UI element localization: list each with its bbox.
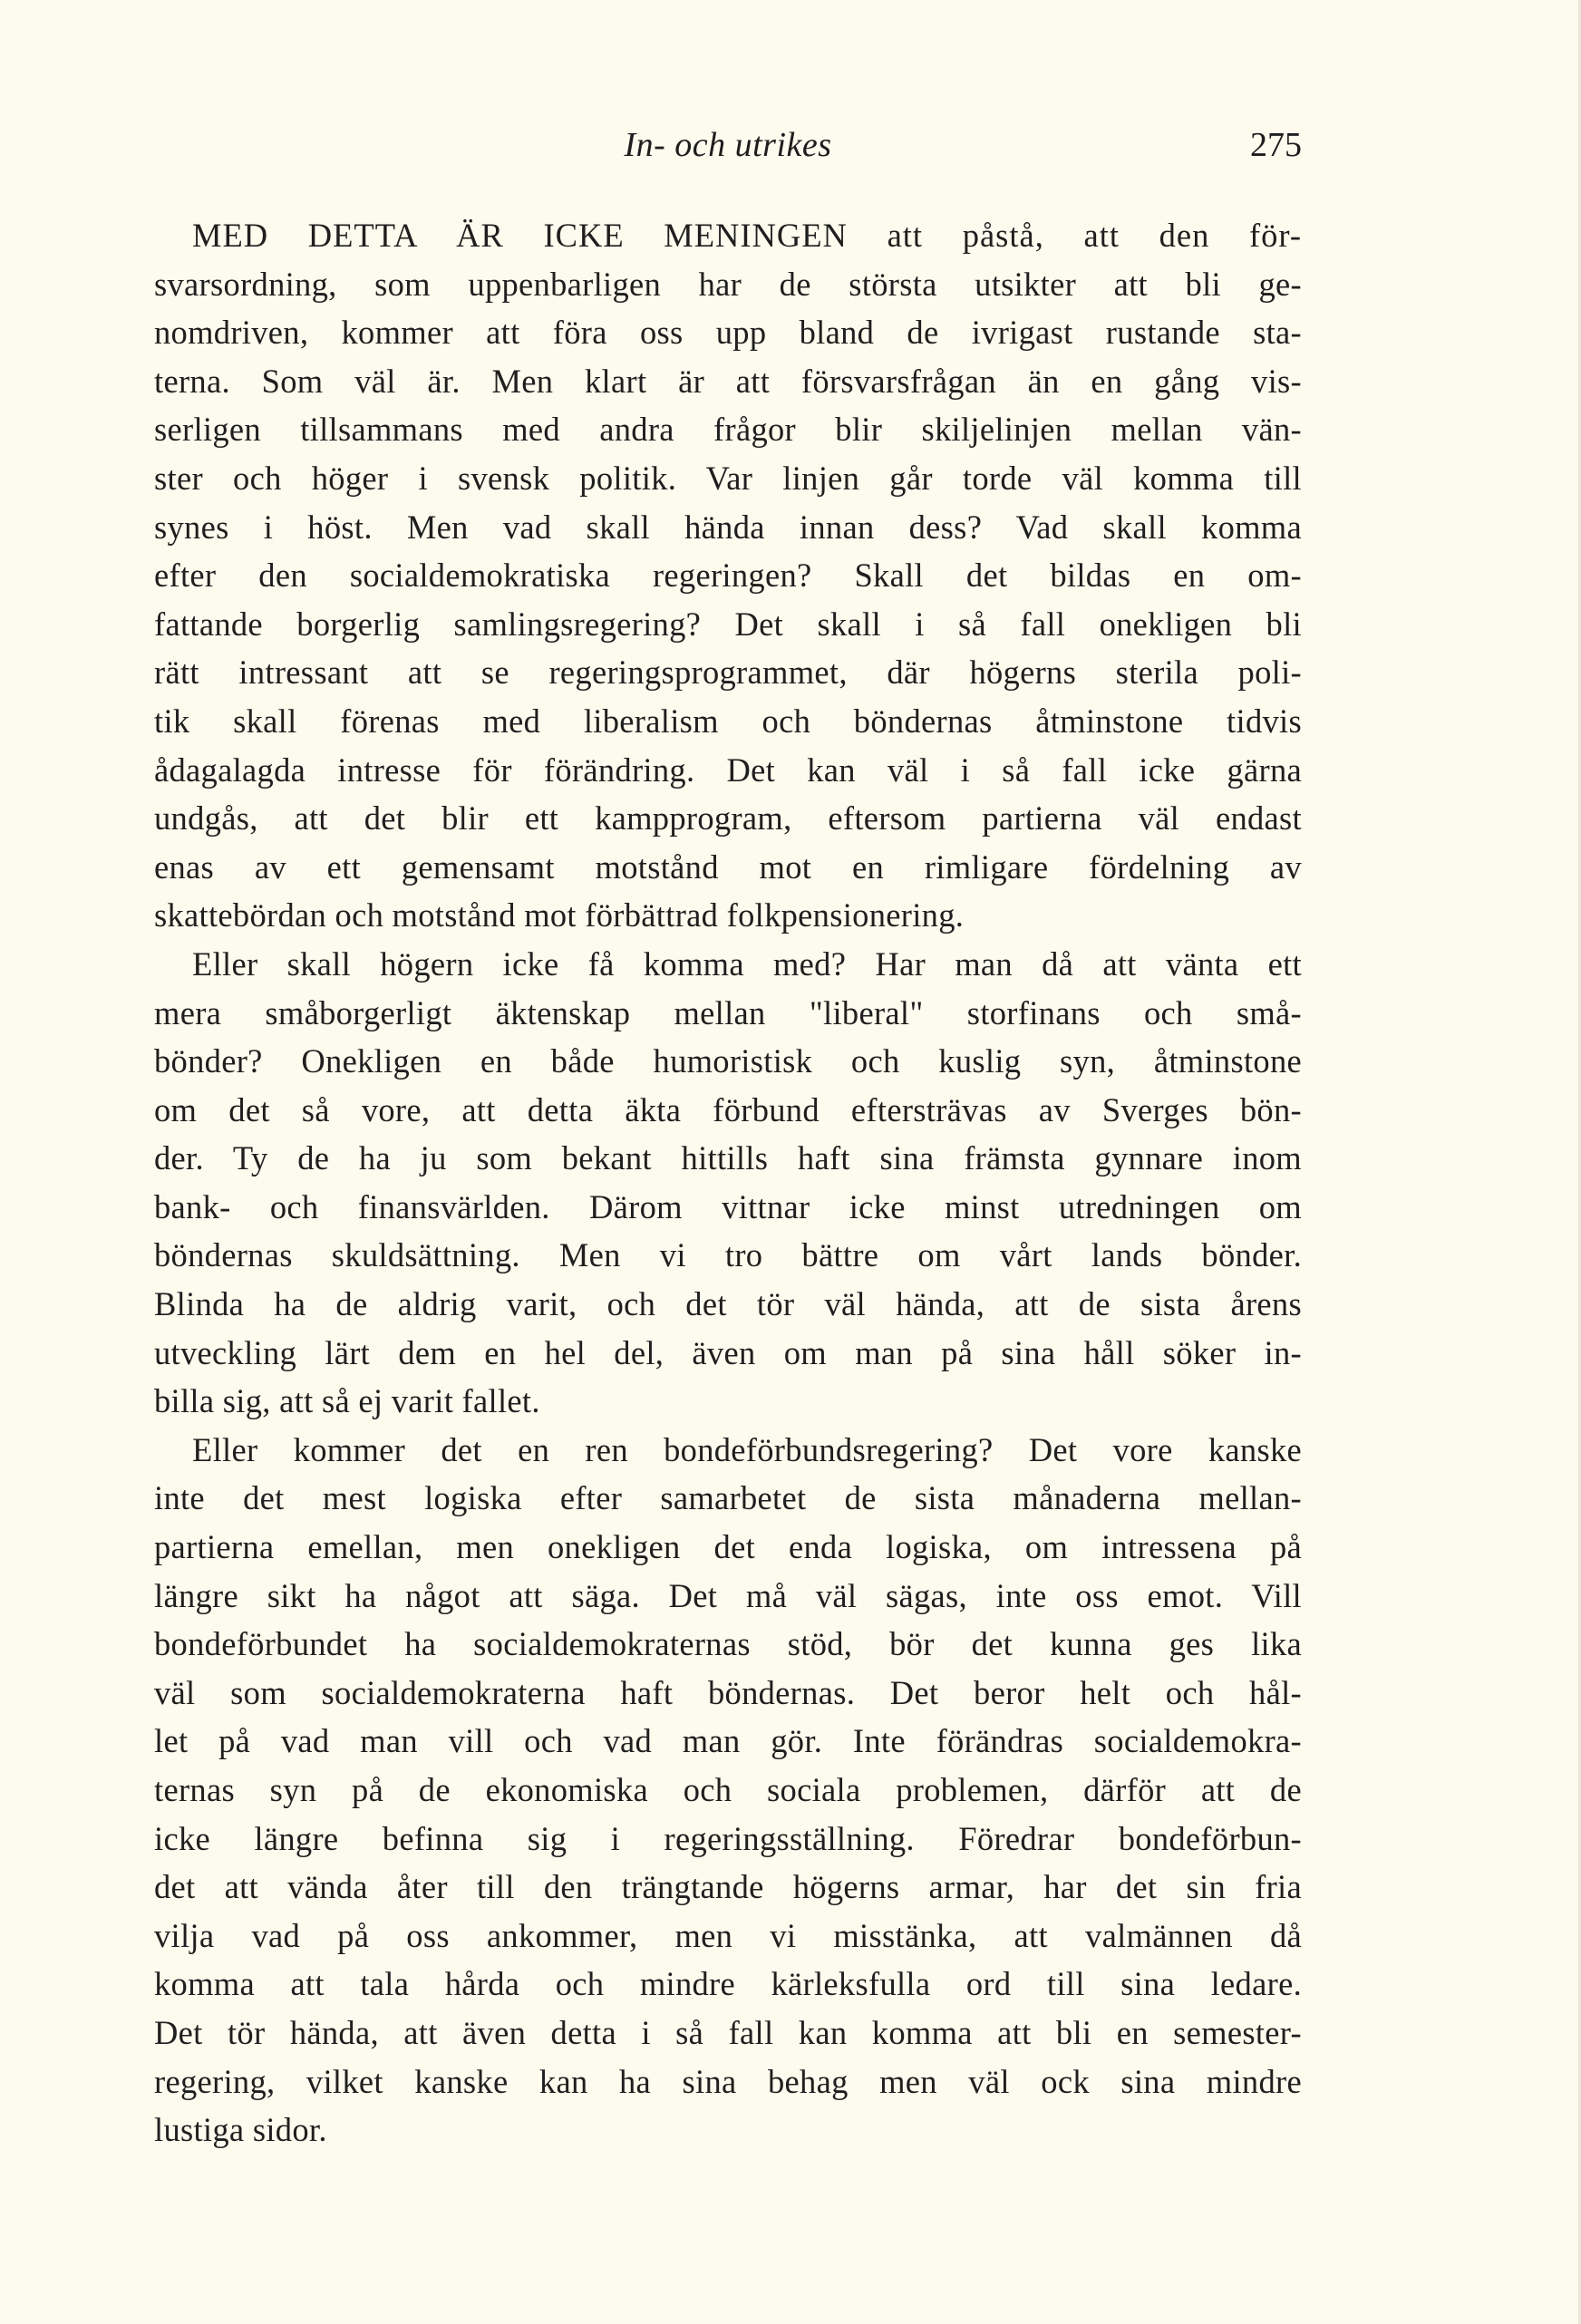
- paragraph: [154, 940, 1302, 1426]
- text-line: lustiga sidor.: [154, 2111, 327, 2149]
- text-line: synes i höst. Men vad skall hända innan dess? Vad skall komma: [154, 508, 1302, 546]
- text-line: terna. Som väl är. Men klart är att försvarsfrågan än en gång vis-: [154, 362, 1302, 400]
- text-line: komma att tala hårda och mindre kärleksfulla ord till sina ledare.: [154, 1965, 1302, 2003]
- text-line: ådagalagda intresse för förändring. Det kan väl i så fall icke gärna: [154, 750, 1302, 789]
- text-line: bönder? Onekligen en både humoristisk och kuslig syn, åtminstone: [154, 1042, 1302, 1080]
- text-line: böndernas skuldsättning. Men vi tro bättre om vårt lands bönder.: [154, 1236, 1302, 1274]
- text-line: Det tör hända, att även detta i så fall kan komma att bli en semester-: [154, 2013, 1302, 2051]
- running-head: In- och utrikes: [624, 126, 832, 164]
- text-line: svarsordning, som uppenbarligen har de största utsikter att bli ge-: [154, 265, 1302, 303]
- text-line: enas av ett gemensamt motstånd mot en rimligare fördelning av: [154, 847, 1302, 886]
- text-line: nomdriven, kommer att föra oss upp bland de ivrigast rustande sta-: [154, 314, 1302, 352]
- text-line: efter den socialdemokratiska regeringen? Skall det bildas en om-: [154, 557, 1302, 595]
- text-line: partierna emellan, men onekligen det enda logiska, om intressena på: [154, 1528, 1302, 1566]
- text-line: utveckling lärt dem en hel del, även om man på sina håll söker in-: [154, 1333, 1302, 1371]
- text-line: ster och höger i svensk politik. Var linjen går torde väl komma till: [154, 459, 1302, 497]
- text-line: bank- och finansvärlden. Därom vittnar icke minst utredningen om: [154, 1187, 1302, 1225]
- text-line: det att vända åter till den trängtande högerns armar, har det sin fria: [154, 1868, 1302, 1906]
- text-line: längre sikt ha något att säga. Det må väl sägas, inte oss emot. Vill: [154, 1576, 1302, 1614]
- article-body: [154, 211, 1302, 2155]
- text-line: om det så vore, att detta äkta förbund eftersträvas av Sverges bön-: [154, 1090, 1302, 1128]
- text-line: icke längre befinna sig i regeringsställning. Föredrar bondeförbun-: [154, 1819, 1302, 1857]
- paragraph: [154, 1426, 1302, 2155]
- text-line: Eller kommer det en ren bondeförbundsregering? Det vore kanske: [192, 1430, 1302, 1468]
- page-header: [154, 125, 1302, 179]
- text-line: tik skall förenas med liberalism och böndernas åtminstone tidvis: [154, 702, 1302, 740]
- text-line: bondeförbundet ha socialdemokraternas stöd, bör det kunna ges lika: [154, 1625, 1302, 1663]
- text-line: regering, vilket kanske kan ha sina behag men väl ock sina mindre: [154, 2062, 1302, 2100]
- page-number: 275: [1250, 126, 1302, 164]
- text-line: mera småborgerligt äktenskap mellan "liberal" storfinans och små-: [154, 993, 1302, 1031]
- text-line: let på vad man vill och vad man gör. Inte förändras socialdemokra-: [154, 1722, 1302, 1760]
- text-line: serligen tillsammans med andra frågor blir skiljelinjen mellan vän-: [154, 411, 1302, 449]
- text-line: Eller skall högern icke få komma med? Har man då att vänta ett: [192, 944, 1302, 983]
- text-line: fattande borgerlig samlingsregering? Det skall i så fall onekligen bli: [154, 605, 1302, 643]
- paragraph: [154, 211, 1302, 940]
- text-line: rätt intressant att se regeringsprogrammet, där högerns sterila poli-: [154, 654, 1302, 692]
- text-line: MED DETTA ÄR ICKE MENINGEN att påstå, att den för-: [192, 217, 1302, 254]
- text-line: ternas syn på de ekonomiska och sociala problemen, därför att de: [154, 1771, 1302, 1808]
- text-line: Blinda ha de aldrig varit, och det tör väl hända, att de sista årens: [154, 1285, 1302, 1323]
- text-line: undgås, att det blir ett kampprogram, eftersom partierna väl endast: [154, 799, 1302, 838]
- text-line: billa sig, att så ej varit fallet.: [154, 1382, 540, 1420]
- text-line: väl som socialdemokraterna haft böndernas. Det beror helt och hål-: [154, 1673, 1302, 1711]
- text-line: inte det mest logiska efter samarbetet de sista månaderna mellan-: [154, 1479, 1302, 1517]
- text-line: skattebördan och motstånd mot förbättrad folkpensionering.: [154, 896, 965, 934]
- text-line: der. Ty de ha ju som bekant hittills haft sina främsta gynnare inom: [154, 1139, 1302, 1177]
- text-line: vilja vad på oss ankommer, men vi misstänka, att valmännen då: [154, 1916, 1302, 1954]
